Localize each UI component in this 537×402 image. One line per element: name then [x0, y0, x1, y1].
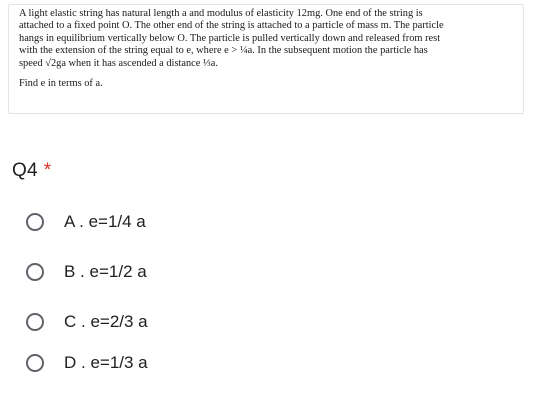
- required-asterisk: *: [43, 160, 52, 181]
- option-label: B . e=1/2 a: [64, 262, 147, 281]
- option-label: D . e=1/3 a: [64, 353, 148, 372]
- radio-button[interactable]: [26, 263, 44, 281]
- radio-button[interactable]: [26, 354, 44, 372]
- radio-button[interactable]: [26, 213, 44, 231]
- problem-line: hangs in equilibrium vertically below O. The particle is pulled vertically down and released from rest: [19, 32, 441, 44]
- radio-button[interactable]: [26, 313, 44, 331]
- option-label: A . e=1/4 a: [64, 212, 146, 231]
- problem-line: attached to a fixed point O. The other end of the string is attached to a particle of mass m. The particle: [19, 20, 444, 32]
- option-label: C . e=2/3 a: [64, 312, 148, 331]
- problem-find-prompt: Find e in terms of a.: [19, 78, 103, 90]
- option-b[interactable]: [26, 259, 147, 285]
- problem-line: speed √2ga when it has ascended a distance ⅓a.: [19, 57, 219, 69]
- option-a[interactable]: [26, 209, 146, 235]
- option-c[interactable]: [26, 309, 148, 335]
- problem-line: A light elastic string has natural length a and modulus of elasticity 12mg. One end of the string is: [19, 8, 423, 19]
- option-d[interactable]: [26, 350, 148, 376]
- question-title: [12, 160, 51, 182]
- problem-line: with the extension of the string equal to e, where e > ¼a. In the subsequent motion the particle has: [19, 45, 428, 57]
- question-number: Q4: [12, 160, 38, 181]
- question-image: [8, 4, 524, 114]
- problem-statement: [19, 8, 513, 70]
